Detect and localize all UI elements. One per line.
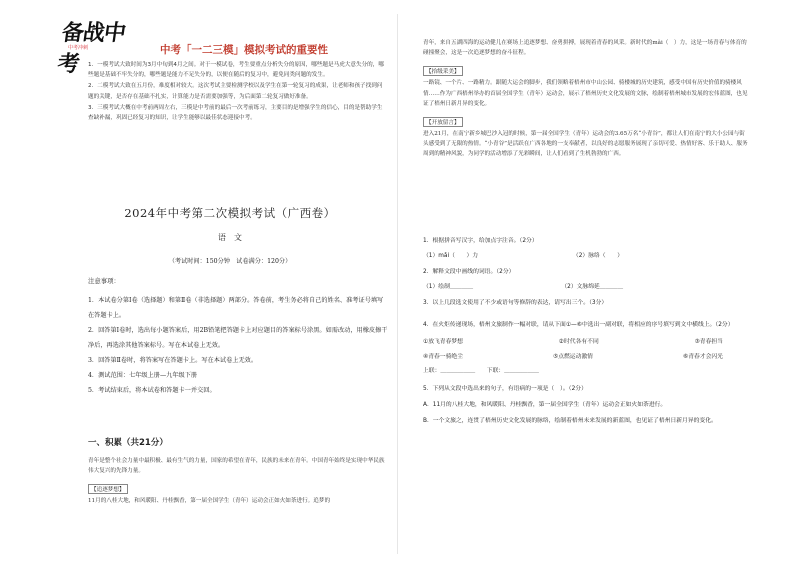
intro-paragraph: 3．三模考试大概在中考前两周左右，三模是中考前的最后一次考前练习，主要目的是增强学生的信心，目的是帮助学生查缺补漏，巩固已经复习的知识，让学生能够以最佳状态迎接中考。 <box>88 104 383 122</box>
notes-heading: 注意事项： <box>88 277 120 285</box>
note-item: 3．回答第Ⅱ卷时，将答案写在答题卡上。写在本试卷上无效。 <box>88 357 258 364</box>
note-item: 1．本试卷分第Ⅰ卷（选择题）和第Ⅱ卷（非选择题）两部分。答卷前，考生务必将自己的姓名、准考证号填写在答题卡上。 <box>88 297 384 319</box>
exam-subject: 语 文 <box>218 233 242 242</box>
question-4-options-row1 <box>423 336 723 345</box>
q2-blank-a: （1）绘制＿＿＿＿ <box>423 284 474 290</box>
page-divider <box>397 14 398 554</box>
question-5-option-b: B．一个文旅之，连贯了梧州历史文化发展的脉络，绘制着梧州未来发展的新蓝图，也见证了梧州日新月异的变化。 <box>423 418 717 424</box>
logo-subtext: 中考冲刺 <box>68 45 89 51</box>
q4-option: ⑤点燃运动激情 <box>553 354 593 360</box>
q1-blank-b: （2）脉络（ ） <box>572 253 623 259</box>
note-item: 5．考试结束后，将本试卷和答题卡一并交回。 <box>88 387 216 394</box>
question-5-option-a: A．11月的八桂大地，和风暖阳、丹桂飘香，第一届全国学生（青年）运动会正如火如荼进行。 <box>423 402 667 408</box>
q4-option: ③青春担当 <box>694 339 723 345</box>
question-3: 3．以上几段选文使用了不少或语句等修辞的表达，请写出三个。（3分） <box>423 300 608 306</box>
section-tag: 【追逐梦想】 <box>88 484 128 494</box>
logo-text: 备战中考 <box>55 20 127 77</box>
question-5: 5．下列从文段中选出来的句子，有语病的一项是（ ）。（2分） <box>423 386 587 392</box>
intro-paragraph: 2．二模考试大致在五月份，难度相对较大。这次考试主要检测学校以及学生在第一轮复习的成果，让老师和孩子找到问题的关键，是否存在基础不扎实，计算能力是否需要加强等，为后面第二轮复习做好准备。 <box>88 83 383 100</box>
question-4-couplet: 上联：＿＿＿＿＿＿ 下联：＿＿＿＿＿＿ <box>423 368 539 374</box>
notes-block <box>88 276 388 398</box>
passage-tag: 【拾级采美】 <box>423 66 463 76</box>
passage-tag: 【开放留言】 <box>423 117 463 127</box>
right-passage <box>423 38 749 160</box>
passage-paragraph: 一路镜、一个片、一路精力。跟随大运会的脚步，我们领略着梧州市中山公园、骑楼城的历史建筑，感受中国有历史价值的骑楼风情……作为广西梧州举办的首届全国学生（青年）运动会，展示了梧州历史文化发展的文脉，绘制着梧州城市发展的宏伟蓝图，也见证了梧州日新月异的变化。 <box>423 80 748 107</box>
passage-paragraph: 青年，来自五湖四海的运动健儿在赛场上追逐梦想、奋勇拼搏，展现着青春的风采。新时代的mǎi（ ）力，这是一场青春与体育的碰撞聚会，这是一次追逐梦想的奋斗征程。 <box>423 40 747 57</box>
section-body <box>88 456 388 507</box>
q4-option: ④青春一骑绝尘 <box>423 354 463 360</box>
exam-meta: （考试时间：150分钟 试卷满分：120分） <box>168 258 292 265</box>
section-paragraph: 青年是整个社会力量中最积极、最有生气的力量，国家的希望在青年，民族的未来在青年。中国青年始终是实现中华民族伟大复兴的先锋力量。 <box>88 458 385 475</box>
logo <box>55 14 130 77</box>
question-1: 1．根据拼音写汉字，给加点字注音。（2分） <box>423 238 538 244</box>
q2-blank-b: （2）文脉绵延＿＿＿＿ <box>561 284 623 290</box>
passage-paragraph: 进入21月，在南宁新乡城巴沙入冠的时候，第一届全国学生（青年）运动会的3.65万名“小青谷”，都让人们在南宁的大小公园与街头感受到了无限的热情。“小青谷”是活跃在广西各地的一支奉献者，以良好的志愿服务展现了亲切可爱、热情好客、乐于助人、服务周到的精神风貌，为同学的活动增添了光彩瞬间，让人们看到了生机勃勃的广西。 <box>423 131 748 158</box>
banner-title: 中考「一二三模」模拟考试的重要性 <box>160 44 328 56</box>
q4-option: ②时代各有不同 <box>558 339 599 345</box>
question-1-blanks <box>423 250 623 259</box>
exam-title: 2024年中考第二次模拟考试（广西卷） <box>124 206 336 220</box>
q4-option: ⑥青春才会闪光 <box>683 354 723 360</box>
section-heading: 一、积累（共21分） <box>88 438 168 448</box>
question-2: 2．解释文段中画线的词语。（2分） <box>423 269 515 275</box>
question-4-options-row2 <box>423 351 723 360</box>
note-item: 2．回答第Ⅰ卷时，选出每小题答案后，用2B铅笔把答题卡上对应题目的答案标号涂黑。如需改动，用橡皮擦干净后，再选涂其他答案标号。写在本试卷上无效。 <box>88 327 388 349</box>
intro-block <box>88 60 388 124</box>
q1-blank-a: （1）mǎi（ ）力 <box>423 253 479 259</box>
question-4: 4．在火炬传递现场，梧州文旅制作一幅对联，请从下面①—⑥中选出一副对联，将相应的序号填写到文中横线上。（2分） <box>423 322 734 328</box>
q4-option: ①放飞青春梦想 <box>423 339 463 345</box>
intro-paragraph: 1．一模考试大致时间为3月中旬到4月之间。对于一模试卷，考生要重点分析失分的原因，哪些题是马虎大意失分的，哪些题是基础不牢失分的，哪些题是能力不足失分的，以便在随后的复习中，避免同类问题的发生。 <box>88 62 384 79</box>
section-line: 11月的八桂大地，和风暖阳、丹桂飘香，第一届全国学生（青年）运动会正如火如荼进行。追梦的 <box>88 498 331 505</box>
note-item: 4．测试范围：七年级上册—九年级下册 <box>88 372 198 379</box>
questions <box>423 236 749 426</box>
question-2-blanks <box>423 281 623 290</box>
